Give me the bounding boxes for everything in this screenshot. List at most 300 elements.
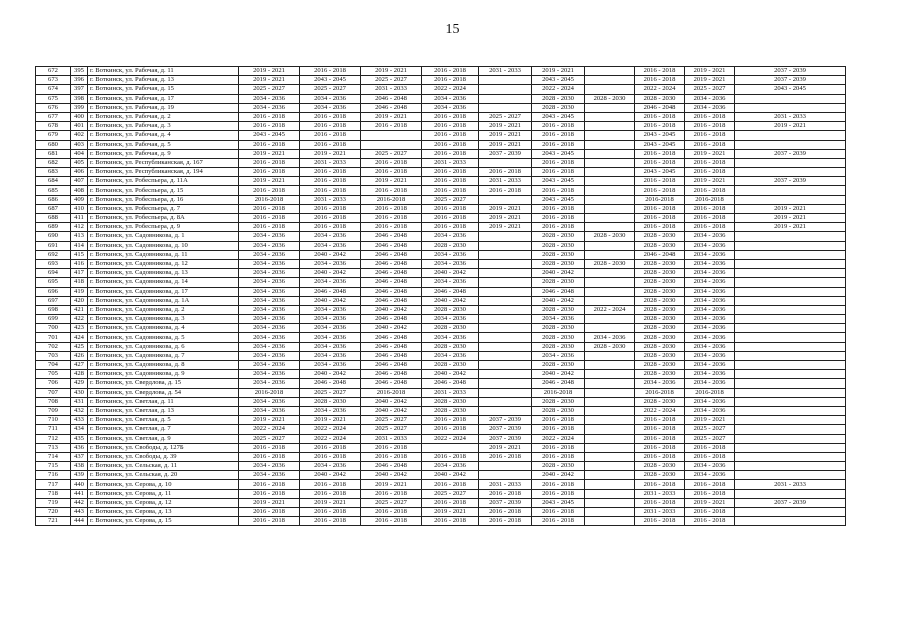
period-cell: 2040 - 2042 [532,269,585,278]
period-cell: 2046 - 2048 [300,287,361,296]
period-cell: 2046 - 2048 [361,259,422,268]
period-cell [585,278,635,287]
period-cell: 2046 - 2048 [361,241,422,250]
period-cell: 2016 - 2018 [239,186,300,195]
period-cell: 2016 - 2018 [422,177,479,186]
period-cell: 2016 - 2018 [422,67,479,76]
period-cell: 2034 - 2036 [685,471,735,480]
table-row [36,452,846,461]
period-cell: 2043 - 2045 [532,149,585,158]
period-cell [479,406,532,415]
period-cell: 2016 - 2018 [239,443,300,452]
period-cell: 2034 - 2036 [239,315,300,324]
house-number-cell: 415 [71,250,88,259]
period-cell: 2016 - 2018 [422,214,479,223]
period-cell: 2016 - 2018 [635,425,685,434]
period-cell: 2016 - 2018 [361,508,422,517]
period-cell: 2043 - 2045 [532,498,585,507]
row-number-cell: 700 [36,324,71,333]
period-cell: 2034 - 2036 [300,315,361,324]
period-cell: 2028 - 2030 [532,397,585,406]
period-cell: 2037 - 2039 [735,76,846,85]
period-cell: 2019 - 2021 [422,508,479,517]
period-cell: 2016 - 2018 [685,489,735,498]
period-cell: 2031 - 2033 [361,85,422,94]
period-cell [585,112,635,121]
table-row [36,67,846,76]
address-cell: г. Воткинск, ул. Садовникова, д. 13 [88,269,239,278]
period-cell [735,324,846,333]
period-cell [585,296,635,305]
period-cell [585,397,635,406]
period-cell: 2037 - 2039 [735,67,846,76]
period-cell: 2046 - 2048 [532,379,585,388]
period-cell [735,259,846,268]
table-row [36,112,846,121]
period-cell [585,103,635,112]
address-cell: г. Воткинск, ул. Рабочая, д. 13 [88,76,239,85]
table-row [36,278,846,287]
period-cell [735,186,846,195]
period-cell [585,85,635,94]
row-number-cell: 679 [36,131,71,140]
period-cell [479,379,532,388]
period-cell: 2019 - 2021 [479,223,532,232]
period-cell: 2034 - 2036 [239,232,300,241]
period-cell: 2028 - 2030 [585,232,635,241]
period-cell: 2034 - 2036 [300,103,361,112]
period-cell [735,296,846,305]
period-cell: 2028 - 2030 [635,462,685,471]
period-cell: 2022 - 2024 [422,434,479,443]
table-row [36,158,846,167]
period-cell: 2028 - 2030 [635,241,685,250]
period-cell: 2025 - 2027 [361,425,422,434]
period-cell: 2034 - 2036 [239,94,300,103]
period-cell: 2016-2018 [239,195,300,204]
period-cell [479,305,532,314]
address-cell: г. Воткинск, ул. Рабочая, д. 5 [88,140,239,149]
period-cell: 2016 - 2018 [300,186,361,195]
address-cell: г. Воткинск, ул. Свердлова, д. 15 [88,379,239,388]
period-cell [479,241,532,250]
address-cell: г. Воткинск, ул. Серова, д. 12 [88,498,239,507]
period-cell: 2034 - 2036 [685,333,735,342]
period-cell: 2034 - 2036 [685,462,735,471]
period-cell: 2019 - 2021 [735,214,846,223]
period-cell: 2019 - 2021 [479,443,532,452]
row-number-cell: 690 [36,232,71,241]
period-cell: 2034 - 2036 [300,94,361,103]
row-number-cell: 720 [36,508,71,517]
period-cell: 2016 - 2018 [479,489,532,498]
table-row [36,425,846,434]
period-cell: 2016 - 2018 [239,489,300,498]
period-cell: 2028 - 2030 [532,342,585,351]
period-cell: 2034 - 2036 [585,333,635,342]
period-cell: 2016 - 2018 [532,508,585,517]
period-cell: 2028 - 2030 [532,333,585,342]
row-number-cell: 688 [36,214,71,223]
repair-schedule-table [35,66,846,526]
period-cell [585,241,635,250]
period-cell: 2028 - 2030 [635,232,685,241]
house-number-cell: 424 [71,333,88,342]
period-cell [479,296,532,305]
row-number-cell: 683 [36,168,71,177]
period-cell: 2028 - 2030 [635,324,685,333]
table-row [36,85,846,94]
period-cell: 2031 - 2033 [735,480,846,489]
period-cell: 2031 - 2033 [479,480,532,489]
period-cell: 2034 - 2036 [239,250,300,259]
period-cell [585,517,635,526]
address-cell: г. Воткинск, ул. Рабочая, д. 3 [88,122,239,131]
period-cell: 2019 - 2021 [685,177,735,186]
house-number-cell: 433 [71,416,88,425]
row-number-cell: 692 [36,250,71,259]
period-cell: 2028 - 2030 [635,370,685,379]
address-cell: г. Воткинск, ул. Рабочая, д. 19 [88,103,239,112]
period-cell: 2040 - 2042 [361,471,422,480]
address-cell: г. Воткинск, ул. Рабочая, д. 4 [88,131,239,140]
address-cell: г. Воткинск, ул. Серова, д. 10 [88,480,239,489]
house-number-cell: 408 [71,186,88,195]
row-number-cell: 689 [36,223,71,232]
period-cell: 2022 - 2024 [300,434,361,443]
period-cell: 2046 - 2048 [361,315,422,324]
house-number-cell: 437 [71,452,88,461]
table-row [36,388,846,397]
period-cell: 2016 - 2018 [685,204,735,213]
period-cell: 2019 - 2021 [300,149,361,158]
table-row [36,333,846,342]
house-number-cell: 409 [71,195,88,204]
period-cell [585,287,635,296]
period-cell: 2034 - 2036 [300,305,361,314]
address-cell: г. Воткинск, ул. Робеспьера, д. 11А [88,177,239,186]
period-cell: 2034 - 2036 [239,379,300,388]
period-cell: 2016 - 2018 [239,168,300,177]
period-cell: 2046 - 2048 [361,333,422,342]
period-cell [585,361,635,370]
period-cell: 2016-2018 [685,388,735,397]
row-number-cell: 698 [36,305,71,314]
table-row [36,489,846,498]
period-cell: 2016 - 2018 [532,425,585,434]
period-cell: 2034 - 2036 [239,259,300,268]
period-cell: 2016 - 2018 [479,168,532,177]
period-cell: 2034 - 2036 [239,351,300,360]
period-cell: 2046 - 2048 [361,370,422,379]
address-cell: г. Воткинск, ул. Робеспьера, д. 15 [88,186,239,195]
address-cell: г. Воткинск, ул. Садовникова, д. 11 [88,250,239,259]
period-cell: 2016 - 2018 [422,480,479,489]
period-cell: 2016 - 2018 [635,416,685,425]
period-cell: 2016 - 2018 [532,140,585,149]
period-cell: 2031 - 2033 [300,158,361,167]
period-cell: 2016 - 2018 [361,168,422,177]
period-cell [735,425,846,434]
period-cell: 2016-2018 [635,388,685,397]
period-cell: 2016 - 2018 [361,223,422,232]
period-cell: 2046 - 2048 [361,462,422,471]
row-number-cell: 676 [36,103,71,112]
period-cell: 2016 - 2018 [422,112,479,121]
period-cell: 2025 - 2027 [422,489,479,498]
period-cell: 2040 - 2042 [300,296,361,305]
period-cell: 2028 - 2030 [635,94,685,103]
house-number-cell: 401 [71,122,88,131]
row-number-cell: 673 [36,76,71,85]
period-cell: 2025 - 2027 [361,498,422,507]
row-number-cell: 678 [36,122,71,131]
period-cell: 2034 - 2036 [300,324,361,333]
period-cell: 2016 - 2018 [361,158,422,167]
period-cell: 2034 - 2036 [685,351,735,360]
period-cell: 2016 - 2018 [239,480,300,489]
period-cell: 2016 - 2018 [239,214,300,223]
period-cell: 2034 - 2036 [300,259,361,268]
period-cell: 2016 - 2018 [635,480,685,489]
period-cell: 2034 - 2036 [239,324,300,333]
house-number-cell: 396 [71,76,88,85]
period-cell: 2016 - 2018 [479,508,532,517]
period-cell: 2019 - 2021 [479,214,532,223]
period-cell: 2034 - 2036 [685,259,735,268]
period-cell: 2031 - 2033 [300,195,361,204]
period-cell [479,259,532,268]
period-cell [735,406,846,415]
address-cell: г. Воткинск, ул. Садовникова, д. 6 [88,342,239,351]
house-number-cell: 413 [71,232,88,241]
period-cell: 2043 - 2045 [532,177,585,186]
period-cell: 2016 - 2018 [532,131,585,140]
table-row [36,186,846,195]
period-cell: 2037 - 2039 [735,498,846,507]
period-cell: 2025 - 2027 [422,195,479,204]
table-row [36,259,846,268]
period-cell: 2034 - 2036 [422,94,479,103]
period-cell [735,103,846,112]
period-cell: 2034 - 2036 [239,406,300,415]
period-cell: 2034 - 2036 [239,370,300,379]
period-cell: 2016 - 2018 [300,508,361,517]
period-cell: 2031 - 2033 [635,489,685,498]
period-cell: 2034 - 2036 [239,462,300,471]
period-cell: 2016 - 2018 [300,480,361,489]
period-cell: 2034 - 2036 [685,94,735,103]
row-number-cell: 707 [36,388,71,397]
table-row [36,305,846,314]
period-cell [479,94,532,103]
period-cell: 2046 - 2048 [361,94,422,103]
period-cell: 2034 - 2036 [300,232,361,241]
period-cell [585,269,635,278]
period-cell: 2034 - 2036 [422,278,479,287]
period-cell: 2016 - 2018 [300,131,361,140]
period-cell: 2034 - 2036 [239,103,300,112]
period-cell: 2016 - 2018 [635,498,685,507]
period-cell: 2016 - 2018 [532,480,585,489]
period-cell: 2019 - 2021 [239,76,300,85]
house-number-cell: 399 [71,103,88,112]
period-cell: 2016 - 2018 [239,452,300,461]
period-cell: 2016 - 2018 [300,214,361,223]
house-number-cell: 421 [71,305,88,314]
period-cell [479,397,532,406]
period-cell [479,351,532,360]
period-cell: 2034 - 2036 [685,315,735,324]
period-cell: 2037 - 2039 [479,498,532,507]
address-cell: г. Воткинск, ул. Садовникова, д. 7 [88,351,239,360]
period-cell: 2034 - 2036 [239,342,300,351]
period-cell: 2016 - 2018 [422,204,479,213]
period-cell: 2046 - 2048 [361,103,422,112]
row-number-cell: 712 [36,434,71,443]
house-number-cell: 404 [71,149,88,158]
period-cell [479,232,532,241]
period-cell: 2016 - 2018 [685,168,735,177]
address-cell: г. Воткинск, ул. Садовникова, д. 5 [88,333,239,342]
period-cell [585,489,635,498]
period-cell: 2034 - 2036 [422,259,479,268]
period-cell [479,315,532,324]
period-cell: 2034 - 2036 [422,103,479,112]
period-cell: 2040 - 2042 [300,471,361,480]
period-cell: 2028 - 2030 [422,305,479,314]
period-cell: 2016 - 2018 [300,452,361,461]
period-cell: 2019 - 2021 [479,140,532,149]
period-cell: 2016 - 2018 [239,158,300,167]
period-cell [735,250,846,259]
row-number-cell: 680 [36,140,71,149]
period-cell: 2040 - 2042 [361,397,422,406]
period-cell [479,195,532,204]
period-cell: 2034 - 2036 [685,232,735,241]
period-cell: 2016 - 2018 [361,517,422,526]
row-number-cell: 714 [36,452,71,461]
table-row [36,517,846,526]
period-cell [735,388,846,397]
period-cell [735,517,846,526]
period-cell: 2034 - 2036 [685,287,735,296]
period-cell: 2016 - 2018 [422,416,479,425]
period-cell [479,103,532,112]
period-cell [585,315,635,324]
table-row [36,397,846,406]
period-cell: 2016 - 2018 [422,149,479,158]
address-cell: г. Воткинск, ул. Свободы, д. 127Б [88,443,239,452]
period-cell: 2016 - 2018 [361,214,422,223]
period-cell [479,324,532,333]
period-cell: 2016-2018 [361,388,422,397]
period-cell: 2022 - 2024 [635,406,685,415]
period-cell [735,471,846,480]
period-cell: 2034 - 2036 [300,278,361,287]
period-cell: 2019 - 2021 [239,177,300,186]
address-cell: г. Воткинск, ул. Сельская, д. 11 [88,462,239,471]
period-cell [585,434,635,443]
period-cell [479,361,532,370]
period-cell: 2031 - 2033 [479,177,532,186]
house-number-cell: 400 [71,112,88,121]
period-cell [479,287,532,296]
period-cell: 2028 - 2030 [532,462,585,471]
period-cell [735,158,846,167]
period-cell: 2028 - 2030 [532,406,585,415]
house-number-cell: 395 [71,67,88,76]
period-cell: 2019 - 2021 [361,112,422,121]
address-cell: г. Воткинск, ул. Садовникова, д. 2 [88,305,239,314]
period-cell: 2016 - 2018 [300,443,361,452]
period-cell [735,168,846,177]
period-cell [479,342,532,351]
house-number-cell: 411 [71,214,88,223]
period-cell [585,379,635,388]
period-cell: 2040 - 2042 [422,471,479,480]
period-cell: 2016-2018 [532,388,585,397]
house-number-cell: 407 [71,177,88,186]
row-number-cell: 681 [36,149,71,158]
period-cell [585,471,635,480]
row-number-cell: 697 [36,296,71,305]
period-cell: 2016 - 2018 [239,140,300,149]
period-cell: 2025 - 2027 [300,388,361,397]
house-number-cell: 405 [71,158,88,167]
period-cell [479,278,532,287]
period-cell: 2016 - 2018 [532,452,585,461]
period-cell: 2046 - 2048 [635,103,685,112]
period-cell: 2016-2018 [685,195,735,204]
period-cell: 2040 - 2042 [300,269,361,278]
address-cell: г. Воткинск, ул. Робеспьера, д. 9 [88,223,239,232]
period-cell [585,324,635,333]
period-cell: 2019 - 2021 [239,67,300,76]
row-number-cell: 709 [36,406,71,415]
period-cell: 2043 - 2045 [532,76,585,85]
period-cell: 2028 - 2030 [635,315,685,324]
period-cell [735,94,846,103]
period-cell: 2019 - 2021 [479,122,532,131]
row-number-cell: 705 [36,370,71,379]
house-number-cell: 397 [71,85,88,94]
period-cell [735,443,846,452]
period-cell: 2016 - 2018 [422,517,479,526]
house-number-cell: 442 [71,498,88,507]
period-cell: 2022 - 2024 [300,425,361,434]
period-cell: 2034 - 2036 [685,305,735,314]
period-cell: 2028 - 2030 [300,397,361,406]
period-cell: 2034 - 2036 [300,361,361,370]
period-cell: 2025 - 2027 [685,85,735,94]
period-cell: 2046 - 2048 [361,296,422,305]
period-cell [422,443,479,452]
period-cell: 2016 - 2018 [532,204,585,213]
period-cell: 2043 - 2045 [532,112,585,121]
period-cell: 2031 - 2033 [422,388,479,397]
house-number-cell: 441 [71,489,88,498]
period-cell: 2031 - 2033 [635,508,685,517]
period-cell: 2016 - 2018 [635,186,685,195]
period-cell [585,406,635,415]
period-cell: 2028 - 2030 [635,287,685,296]
period-cell: 2016 - 2018 [422,76,479,85]
period-cell: 2046 - 2048 [532,287,585,296]
period-cell: 2034 - 2036 [422,462,479,471]
period-cell: 2019 - 2021 [239,498,300,507]
row-number-cell: 706 [36,379,71,388]
